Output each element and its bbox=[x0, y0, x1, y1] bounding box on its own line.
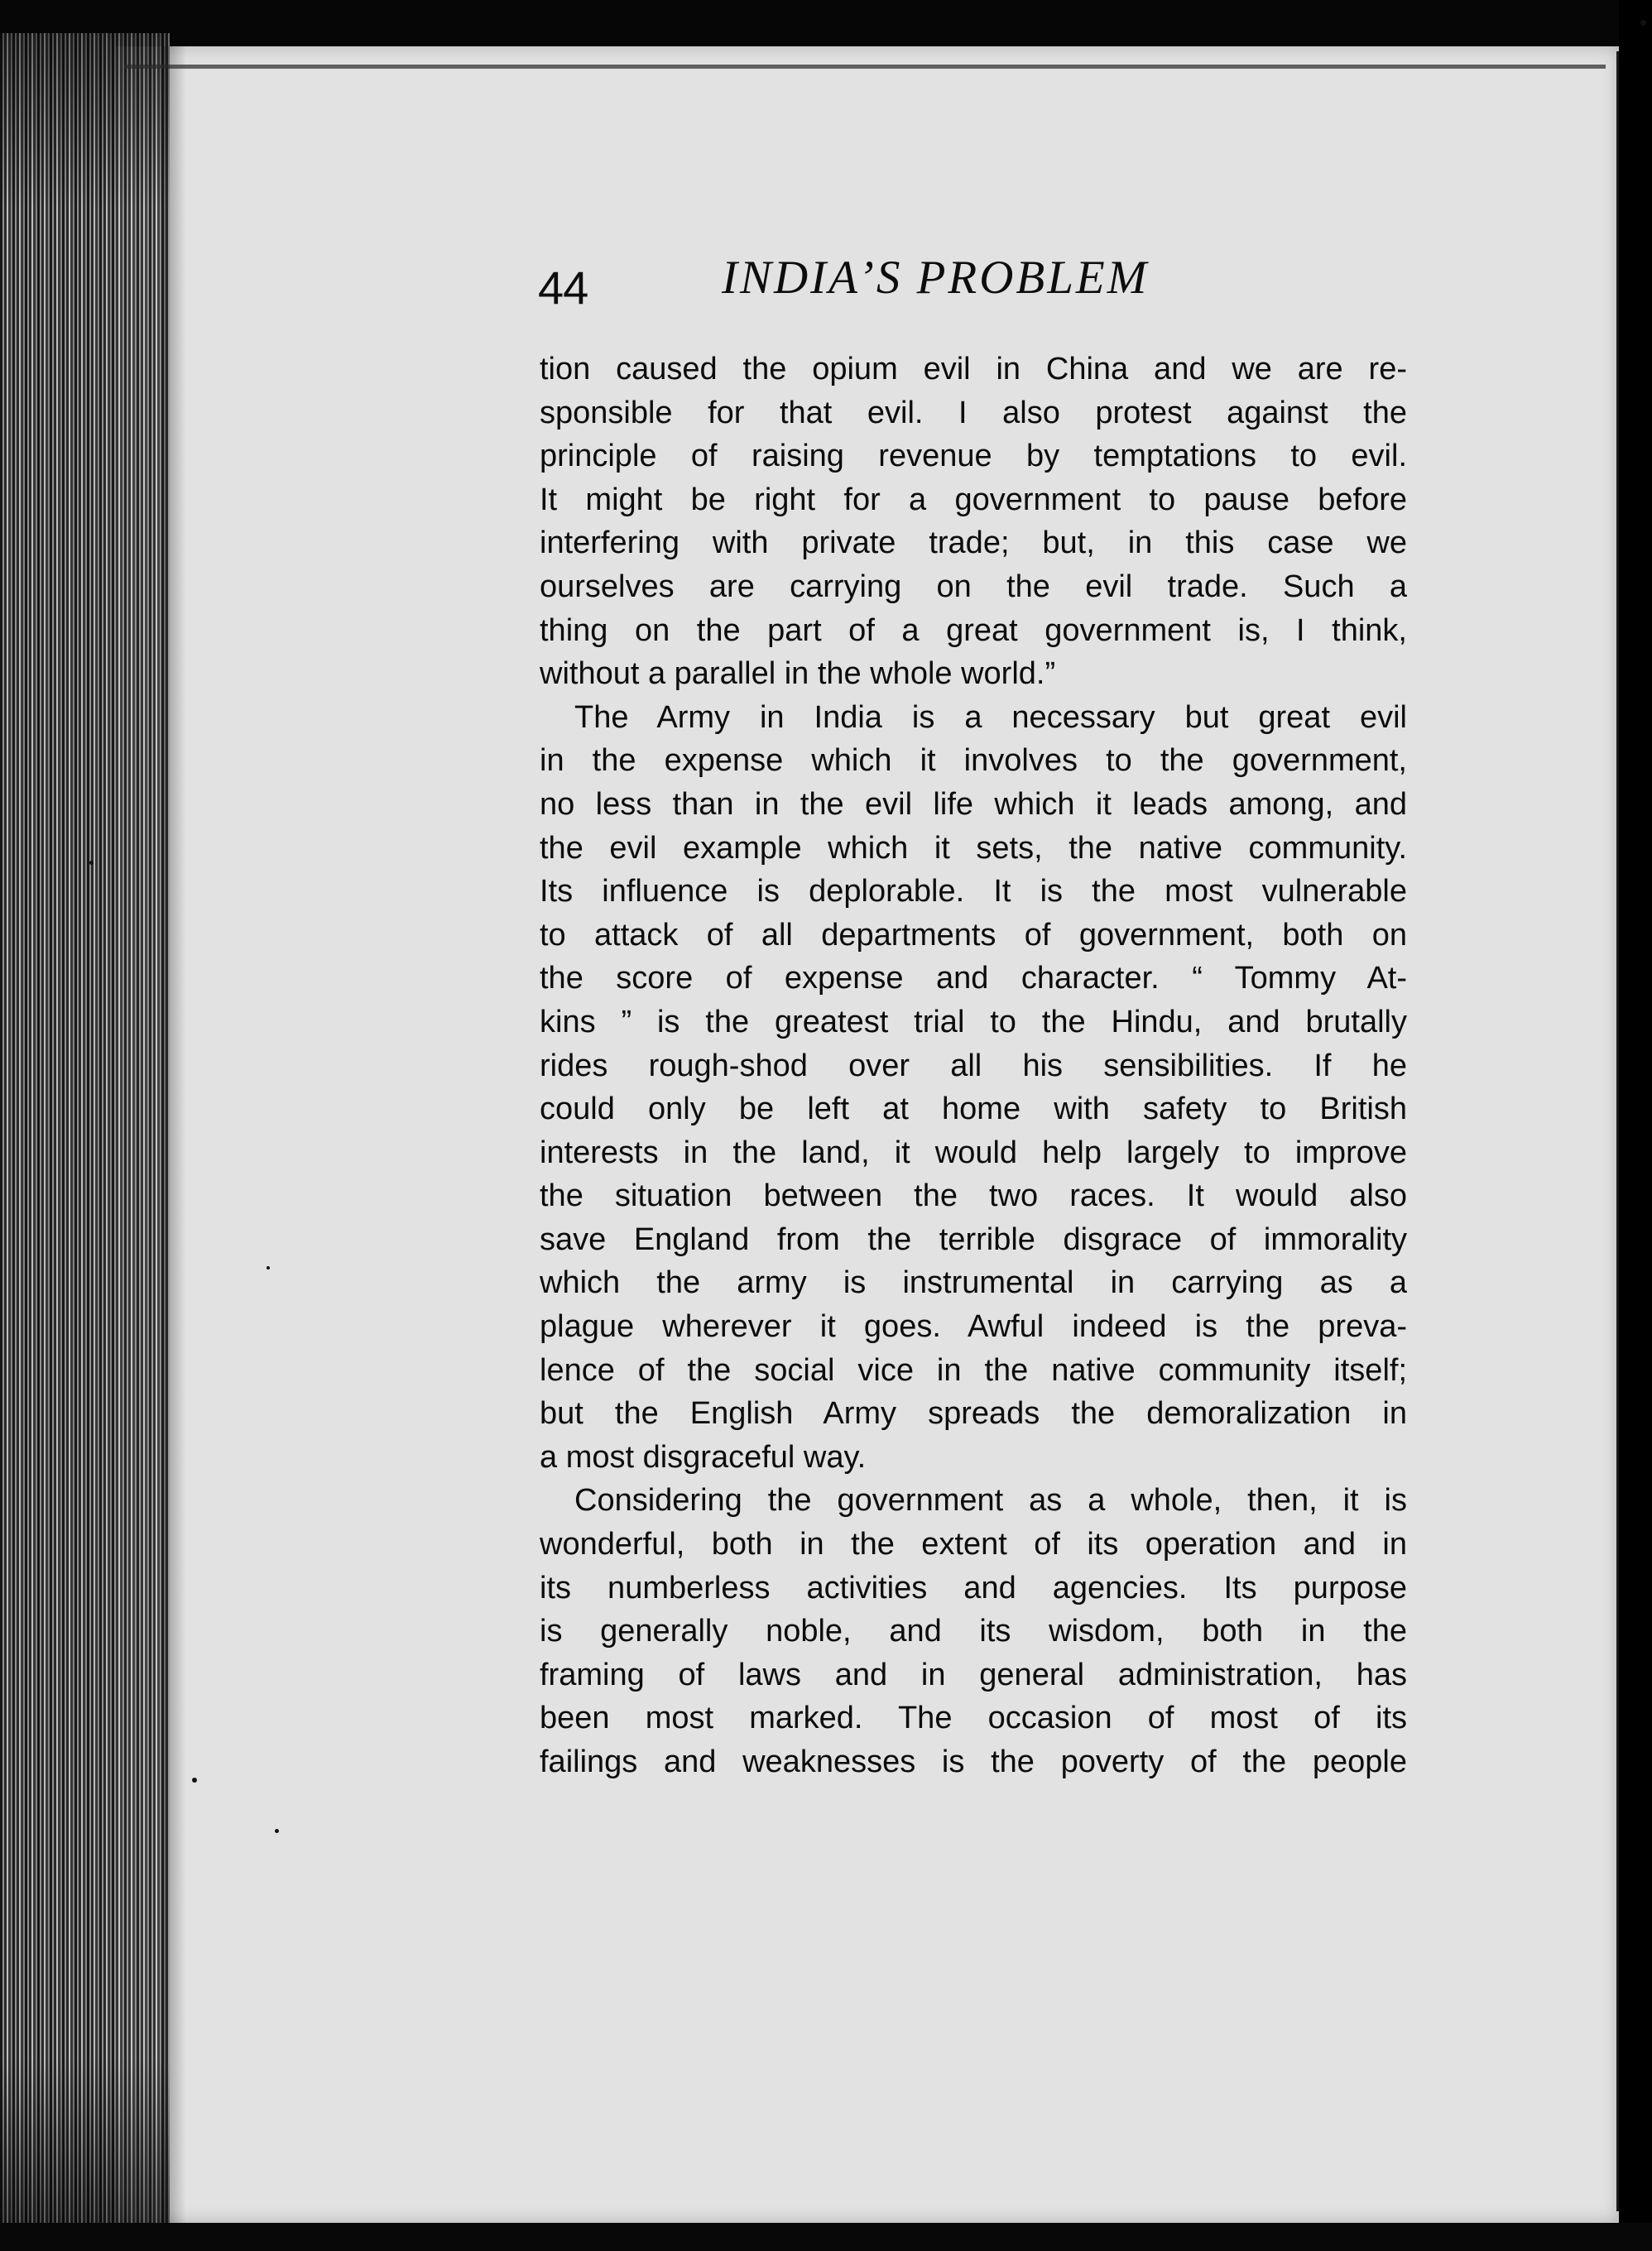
text-line: in the expense which it involves to the government, bbox=[540, 743, 1407, 779]
text-line: been most marked. The occasion of most of its bbox=[540, 1701, 1407, 1736]
text-line: save England from the terrible disgrace of immorality bbox=[540, 1221, 1407, 1257]
page-top-edge bbox=[124, 65, 1606, 69]
text-line: to attack of all departments of government, both on bbox=[540, 917, 1407, 953]
text-line: without a parallel in the whole world.” bbox=[540, 656, 1056, 692]
text-line: plague wherever it goes. Awful indeed is the preva- bbox=[540, 1309, 1407, 1345]
text-line: principle of raising revenue by temptations to evil. bbox=[540, 439, 1407, 474]
film-bottom-border bbox=[0, 2223, 1652, 2251]
text-line: interfering with private trade; but, in this case we bbox=[540, 526, 1407, 561]
text-line: lence of the social vice in the native community itself; bbox=[540, 1352, 1407, 1388]
film-right-border bbox=[1619, 0, 1652, 2251]
text-line: ourselves are carrying on the evil trade. Such a bbox=[540, 569, 1407, 604]
running-header bbox=[538, 248, 1407, 314]
running-title: INDIA’S PROBLEM bbox=[722, 252, 1150, 304]
text-line: its numberless activities and agencies. Its purpose bbox=[540, 1570, 1407, 1605]
gutter-shadow bbox=[161, 46, 186, 2223]
text-line: the evil example which it sets, the native community. bbox=[540, 830, 1407, 866]
text-line: Considering the government as a whole, then, it is bbox=[574, 1483, 1407, 1519]
text-line: which the army is instrumental in carrying as a bbox=[540, 1265, 1407, 1301]
text-line: failings and weaknesses is the poverty of the people bbox=[540, 1745, 1407, 1779]
text-line: is generally noble, and its wisdom, both in the bbox=[540, 1614, 1407, 1649]
body-text bbox=[540, 348, 1407, 1784]
dust-speck bbox=[192, 1778, 197, 1783]
text-line: rides rough-shod over all his sensibilities. If he bbox=[540, 1048, 1407, 1083]
text-line: the score of expense and character. “ Tommy At- bbox=[540, 961, 1407, 996]
text-line: no less than in the evil life which it leads among, and bbox=[540, 786, 1407, 822]
dust-speck bbox=[89, 861, 94, 865]
text-line: tion caused the opium evil in China and we are re- bbox=[540, 352, 1407, 386]
text-line: sponsible for that evil. I also protest against the bbox=[540, 395, 1407, 430]
text-line: a most disgraceful way. bbox=[540, 1439, 867, 1475]
text-line: The Army in India is a necessary but great evil bbox=[574, 699, 1407, 735]
dust-speck bbox=[1640, 20, 1646, 26]
text-line: the situation between the two races. It would also bbox=[540, 1178, 1407, 1214]
text-line: kins ” is the greatest trial to the Hindu, and brutally bbox=[540, 1004, 1407, 1039]
text-line: framing of laws and in general administration, has bbox=[540, 1657, 1407, 1692]
text-line: could only be left at home with safety to British bbox=[540, 1092, 1407, 1127]
text-line: interests in the land, it would help largely to improve bbox=[540, 1135, 1407, 1170]
film-top-border bbox=[0, 0, 1652, 40]
text-line: but the English Army spreads the demoralization in bbox=[540, 1396, 1407, 1432]
text-line: wonderful, both in the extent of its operation and in bbox=[540, 1527, 1407, 1562]
page-number: 44 bbox=[538, 262, 588, 314]
text-line: It might be right for a government to pause before bbox=[540, 482, 1407, 517]
text-line: Its influence is deplorable. It is the most vulnerable bbox=[540, 874, 1407, 910]
text-line: thing on the part of a great government is, I think, bbox=[540, 612, 1407, 648]
dust-speck bbox=[267, 1266, 270, 1269]
book-page-edges bbox=[0, 33, 170, 2234]
dust-speck bbox=[275, 1829, 279, 1833]
